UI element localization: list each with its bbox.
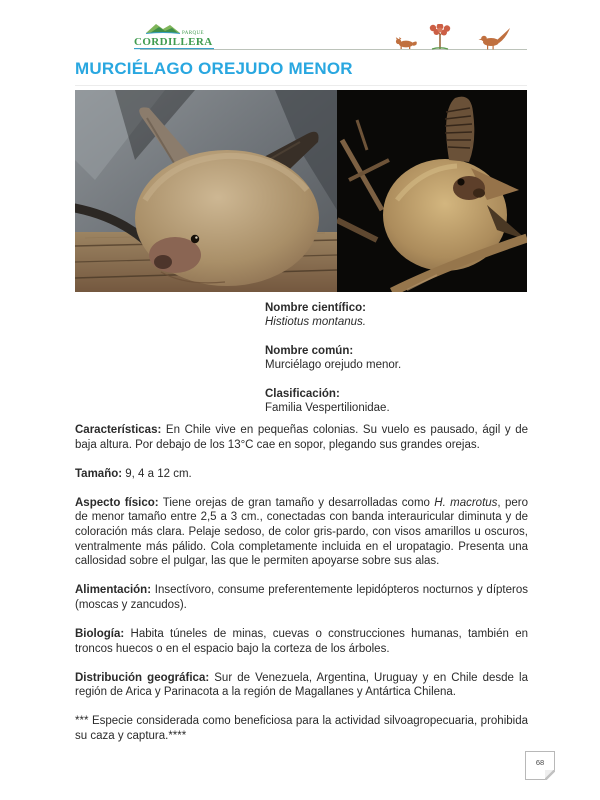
page-corner-fold (545, 770, 555, 780)
section-text: , pero de menor tamaño entre 2,5 a 3 cm., conectadas con banda interauricular diminuta y de coloración más clara. Pelaje sedoso, de color gris-pardo, con visos amarillos u oscuros, ventralmente más pálido. Cola completamente incluida en el uropatagio. Presenta una callosidad sobre el pulgar, las que le permiten apoyarse sobre sus alas. (75, 496, 528, 568)
tree-icon (430, 24, 450, 49)
section-paragraph (75, 671, 528, 700)
mountain-icon (146, 24, 180, 34)
section-label: Alimentación: (75, 584, 152, 597)
parque-cordillera-logo (132, 21, 216, 53)
section-label: Tamaño: (75, 467, 123, 480)
info-label: Nombre científico: (265, 302, 366, 314)
info-group (265, 387, 527, 415)
section-text: Tiene orejas de gran tamaño y desarrolladas como (158, 496, 435, 509)
section-text: En Chile vive en pequeñas colonias. Su vuelo es pausado, ágil y de baja altura. Por debajo de los 13°C cae en sopor, plegando sus grandes orejas. (75, 424, 528, 451)
species-info (265, 301, 527, 430)
bat-photo-left (75, 90, 337, 292)
info-group (265, 301, 527, 329)
fauna-icons (388, 24, 528, 51)
info-label: Clasificación: (265, 388, 340, 400)
page-title: MURCIÉLAGO OREJUDO MENOR (75, 59, 353, 78)
logo-top-text: PARQUE (182, 31, 204, 36)
section-text: 9, 4 a 12 cm. (122, 467, 192, 480)
info-group (265, 344, 527, 372)
description-sections (75, 423, 528, 758)
section-text: *** Especie considerada como beneficiosa para la actividad silvoagropecuaria, prohibida su caza y captura.**** (75, 715, 528, 742)
section-label: Aspecto físico: (75, 496, 159, 509)
section-text: Sur de Venezuela, Argentina, Uruguay y en Chile desde la región de Arica y Parinacota a la región de Magallanes y Antártica Chilena. (75, 671, 528, 699)
section-text: Habita túneles de minas, cuevas o construcciones humanas, también en troncos huecos o en el espacio bajo la corteza de los árboles. (75, 627, 528, 655)
page-number-badge (525, 751, 555, 780)
section-paragraph (75, 423, 528, 452)
section-paragraph (75, 714, 528, 743)
section-text: H. macrotus (434, 496, 498, 509)
title-rule (75, 85, 527, 86)
info-value: Histiotus montanus. (265, 316, 366, 328)
section-text: Insectívoro, consume preferentemente lepidópteros nocturnos y dípteros (moscas y zancudos). (75, 584, 528, 611)
bat-photo-right (337, 90, 527, 292)
section-label: Características: (75, 424, 162, 436)
info-label: Nombre común: (265, 345, 354, 357)
photo-strip (75, 90, 527, 292)
page-number: 68 (535, 758, 545, 767)
bird-icon (479, 28, 511, 50)
section-paragraph (75, 627, 528, 656)
section-paragraph (75, 496, 528, 569)
info-value: Murciélago orejudo menor. (265, 359, 402, 371)
section-paragraph (75, 467, 528, 482)
section-paragraph (75, 583, 528, 612)
section-label: Biología: (75, 627, 125, 640)
fox-icon (396, 37, 417, 49)
logo-name-text: CORDILLERA (134, 36, 213, 48)
section-label: Distribución geográfica: (75, 671, 210, 684)
info-value: Familia Vespertilionidae. (265, 402, 390, 414)
logo-underline (134, 48, 214, 49)
